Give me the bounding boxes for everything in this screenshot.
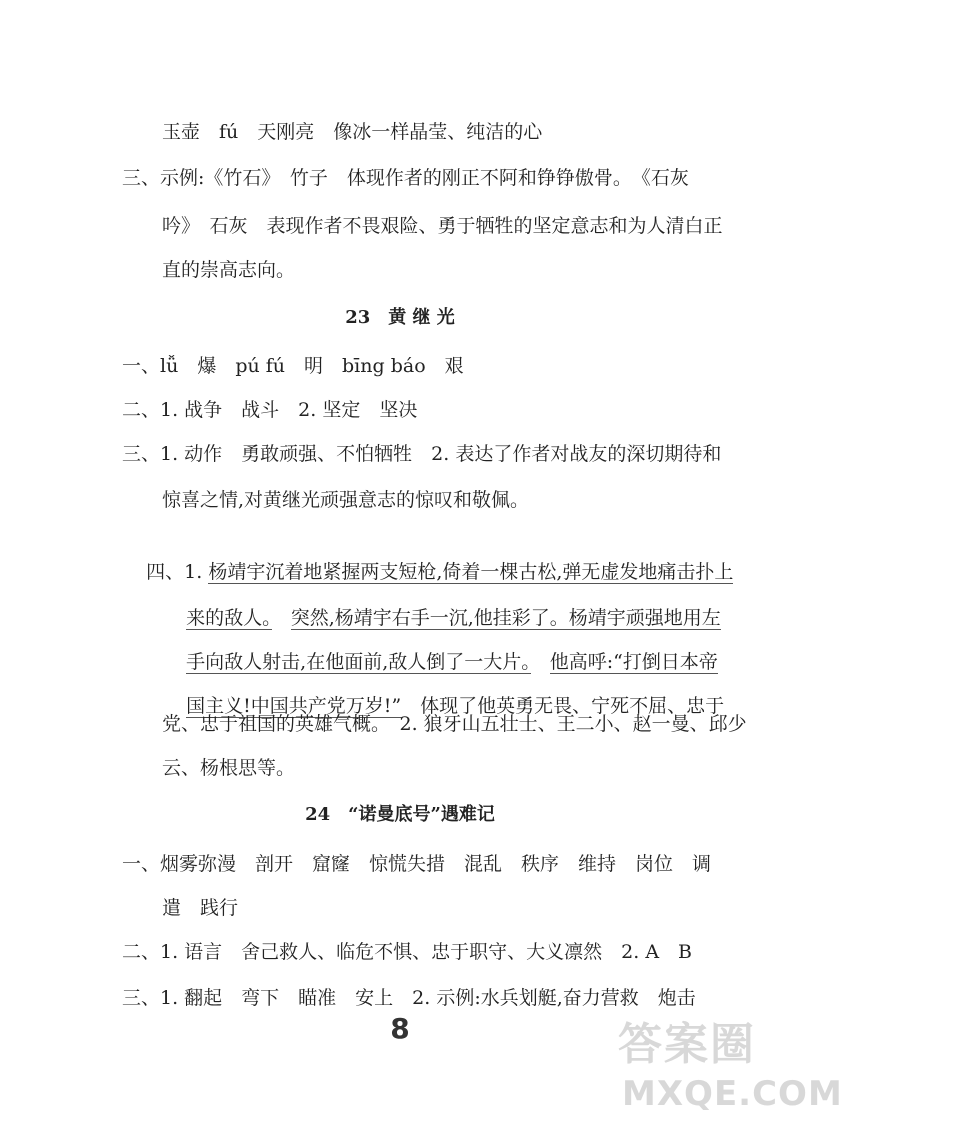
answer-line: 三、1. 动作 勇敢顽强、不怕牺牲 2. 表达了作者对战友的深切期待和 xyxy=(122,443,722,465)
section-heading-24: 24 “诺曼底号”遇难记 xyxy=(305,804,495,825)
watermark-top-text: 答案圈 xyxy=(618,1019,756,1070)
underlined-sentence: 杨靖宇沉着地紧握两支短枪,倚着一棵古松,弹无虚发地痛击扑上 xyxy=(208,561,734,583)
watermark-logo xyxy=(618,1008,843,1120)
answer-line: 三、示例:《竹石》 竹子 体现作者的刚正不阿和铮铮傲骨。 《石灰 xyxy=(122,167,689,189)
watermark-bottom-text: MXQE.COM xyxy=(622,1074,843,1114)
answer-line: 玉壶 fú 天刚亮 像冰一样晶莹、纯洁的心 xyxy=(162,121,543,143)
underlined-sentence: 手向敌人射击,在他面前,敌人倒了一大片。 xyxy=(186,651,531,673)
section-heading-23: 23 黄 继 光 xyxy=(345,307,455,328)
page-number: 8 xyxy=(390,1012,410,1045)
answer-line: 一、烟雾弥漫 剖开 窟窿 惊慌失措 混乱 秩序 维持 岗位 调 xyxy=(122,853,712,875)
underlined-sentence: 他高呼:“打倒日本帝 xyxy=(549,651,718,673)
answer-line: 二、1. 战争 战斗 2. 坚定 坚决 xyxy=(122,399,418,421)
answer-line: 遣 践行 xyxy=(162,897,239,919)
underlined-sentence: 来的敌人。 xyxy=(186,607,272,629)
underlined-sentence: 突然,杨靖宇右手一沉,他挂彩了。杨靖宇顽强地用左 xyxy=(290,607,721,629)
answer-line: 一、lǚ 爆 pú fú 明 bīng báo 艰 xyxy=(122,355,464,377)
answer-line: 二、1. 语言 舍己救人、临危不惧、忠于职守、大义凛然 2. A B xyxy=(122,941,693,963)
line-rest: 体现了他英勇无畏、宁死不屈、忠于 xyxy=(401,695,725,717)
answer-line: 直的崇高志向。 xyxy=(162,259,296,281)
answer-line: 吟》 石灰 表现作者不畏艰险、勇于牺牲的坚定意志和为人清白正 xyxy=(162,215,723,237)
answer-line: 党、忠于祖国的英雄气概。 2. 狼牙山五壮士、王二小、赵一曼、邱少 xyxy=(162,713,747,735)
answer-line: 惊喜之情,对黄继光顽强意志的惊叹和敬佩。 xyxy=(162,489,530,511)
line-prefix: 四、1. xyxy=(146,561,209,583)
answer-line: 云、杨根思等。 xyxy=(162,757,296,779)
underlined-sentence: 国主义!中国共产党万岁!” xyxy=(186,695,402,717)
answer-line: 三、1. 翻起 弯下 瞄准 安上 2. 示例:水兵划艇,奋力营救 炮击 xyxy=(122,987,696,1009)
